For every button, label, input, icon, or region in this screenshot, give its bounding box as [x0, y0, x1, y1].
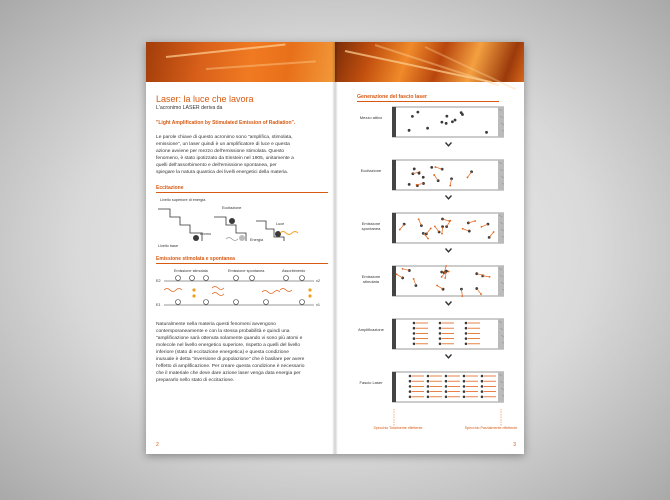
laser-cavity — [392, 106, 504, 138]
chevron-down-icon — [445, 195, 452, 200]
photon-head — [462, 228, 464, 230]
atom-dot — [465, 337, 468, 340]
label-upper-level: Livello superiore di energia — [160, 197, 206, 202]
atom-dot — [427, 385, 430, 388]
photon-head — [480, 293, 482, 295]
label-v2: v2 — [316, 278, 321, 283]
mirror-left — [392, 107, 396, 137]
atom-dot — [409, 385, 412, 388]
excitation-diagram — [156, 195, 328, 247]
photon-head — [448, 271, 450, 273]
atom-dot — [418, 172, 421, 175]
atom-dot — [463, 396, 466, 399]
atom-dot — [454, 119, 457, 122]
mirror-left — [392, 213, 396, 243]
mirror-right — [498, 319, 504, 349]
atom-dot — [465, 322, 468, 325]
atom-dot — [481, 375, 484, 378]
label-e1: E1 — [156, 302, 161, 307]
photon-head — [434, 225, 436, 227]
stage-label: Mezzo attivo — [359, 115, 383, 120]
atom-dot — [427, 375, 430, 378]
atom-dot — [413, 168, 416, 171]
mirror-left — [392, 266, 396, 296]
atom-dot — [481, 390, 484, 393]
photon-head — [413, 278, 415, 280]
atom-dot — [463, 380, 466, 383]
mirror-right — [498, 266, 504, 296]
atom-dot — [427, 380, 430, 383]
label-energy: Energia — [250, 237, 264, 242]
photon-head — [474, 220, 476, 222]
chevron-down-icon — [445, 248, 452, 253]
atom-dot — [440, 121, 443, 124]
atom-dot — [463, 385, 466, 388]
photon-head — [449, 185, 451, 187]
atom-dot — [427, 396, 430, 399]
mirror-right — [498, 372, 504, 402]
label-light: Luce — [276, 221, 285, 226]
atom-dot — [408, 129, 411, 132]
header-banner — [146, 42, 335, 82]
label-spontaneous: Emissione spontanea — [228, 268, 265, 273]
mirror-left — [392, 160, 396, 190]
section-title-excitation: Eccitazione — [156, 184, 184, 191]
atom-dot — [413, 343, 416, 346]
photon-head — [493, 231, 495, 233]
atom-dot — [481, 396, 484, 399]
atom-dot — [439, 337, 442, 340]
left-page — [146, 42, 335, 454]
photon-head — [483, 274, 485, 276]
photon-head — [445, 265, 447, 267]
atom-dot — [409, 375, 412, 378]
mirror-total-label: Specchio Totalmente riflettente — [373, 426, 423, 430]
intro-paragraph: Le parole chiave di questo acronimo sono "amplifica, stimolata, emissione", un laser quindi è un amplificatore di luce e questa azione avviene per mezzo dell'emissione stimolata. Questo fenomeno, è stato ipotizzato da Einstein nel 1905, unitamente a quelli dell'assorbimento e dell'emissione spontanea, per spiegare la natura quantica dei livelli energetici della materia. — [156, 135, 294, 176]
label-base-level: Livello base — [158, 243, 179, 247]
atom-dot — [465, 332, 468, 335]
page-title: Laser: la luce che lavora — [156, 94, 254, 104]
label-v1: v1 — [316, 302, 321, 307]
inversion-paragraph: Naturalmente nella materia questi fenomeni avvengono contemporaneamente e con la stessa probabilità e quindi una "amplificazione sarà ottenuta solamente quando vi sono più atomi e molecole nel livello energetico superiore, rispetto a quelli del livello inferiore (stato di eccitazione energetica) e questa condizione inusuale è detta "inversione di popolazione" che è basilare per avere l'effetto di amplificazione. Per creare questa condizione è necessario che il materiale che deve dare azione laser venga data energia per prepararlo nello stato di eccitazione. — [156, 321, 305, 384]
left-content — [156, 94, 328, 384]
atom-dot — [439, 332, 442, 335]
photon-head — [433, 174, 435, 176]
photon-head — [444, 277, 446, 279]
section-rule — [357, 101, 499, 102]
photon-head — [418, 218, 420, 220]
label-excitation: Eccitazione — [222, 205, 242, 210]
photon-head — [402, 268, 404, 270]
emission-diagram — [156, 266, 328, 312]
photon-head — [435, 166, 437, 168]
brochure-spread — [146, 42, 524, 454]
mirror-right — [498, 213, 504, 243]
atom-dot — [426, 127, 429, 130]
photon-head — [399, 229, 401, 231]
acronym-quote: "Light Amplification by Stimulated Emission of Radiation". — [156, 120, 296, 126]
chevron-down-icon — [445, 142, 452, 147]
atom-dot — [487, 223, 490, 226]
atom-dot — [413, 332, 416, 335]
stage-label: Emissione stimolata — [361, 274, 381, 284]
atom-dot — [485, 131, 488, 134]
photon-head — [449, 220, 451, 222]
photon-head — [441, 276, 443, 278]
label-stimulated: Emissione stimolata — [174, 268, 208, 273]
laser-cavity — [392, 212, 504, 244]
right-content — [357, 94, 522, 430]
photon-head — [427, 238, 429, 240]
label-absorption: Assorbimento — [282, 268, 306, 273]
atom-dot — [481, 385, 484, 388]
atom-dot — [445, 390, 448, 393]
atom-dot — [463, 375, 466, 378]
atom-dot — [445, 380, 448, 383]
cavity-box — [392, 319, 504, 349]
atom-dot — [413, 327, 416, 330]
photon-head — [489, 276, 491, 278]
atom-dot — [465, 327, 468, 330]
page-subtitle: L'acronimo LASER deriva da — [156, 105, 223, 111]
atom-dot — [465, 343, 468, 346]
atom-dot — [408, 183, 411, 186]
mirror-left — [392, 372, 396, 402]
atom-dot — [445, 385, 448, 388]
atom-dot — [411, 115, 414, 118]
laser-cavity — [392, 159, 504, 191]
atom-dot — [445, 396, 448, 399]
laser-cavity — [392, 371, 504, 403]
section-rule — [156, 263, 328, 264]
atom-dot — [451, 120, 454, 123]
mirror-partial-label: Specchio Parzialmente riflettente — [464, 426, 518, 430]
atom-dot — [439, 343, 442, 346]
page-number: 2 — [156, 442, 159, 448]
cavity-box — [392, 213, 504, 243]
atom-dot — [481, 380, 484, 383]
photon-head — [441, 233, 443, 235]
atom-dot — [420, 224, 423, 227]
laser-cavity — [392, 265, 504, 297]
photon-head — [416, 184, 418, 186]
header-banner — [335, 42, 524, 82]
section-title-emission: Emissione stimolata e spontanea — [156, 255, 235, 262]
label-atom: Atomo — [200, 231, 211, 236]
right-page — [335, 42, 524, 454]
atom-dot — [461, 113, 464, 116]
atom-dot — [409, 380, 412, 383]
mirror-right — [498, 160, 504, 190]
atom-dot — [439, 327, 442, 330]
stage-label: Amplificazione — [358, 327, 384, 332]
atom-dot — [439, 322, 442, 325]
cavity-box — [392, 372, 504, 402]
section-rule — [156, 192, 328, 193]
atom-dot — [445, 375, 448, 378]
atom-dot — [422, 176, 425, 179]
photon-head — [461, 295, 463, 297]
photon-head — [481, 226, 483, 228]
atom-dot — [445, 122, 448, 125]
atom-dot — [430, 166, 433, 169]
page-gutter — [332, 42, 338, 454]
mirror-left — [392, 319, 396, 349]
atom-dot — [427, 390, 430, 393]
stage-label: Eccitazione — [360, 168, 382, 173]
atom-dot — [416, 111, 419, 114]
atom-dot — [413, 337, 416, 340]
chevron-down-icon — [445, 354, 452, 359]
stage-label: Emissione spontanea — [361, 221, 381, 231]
label-e2: E2 — [156, 278, 161, 283]
photon-head — [467, 176, 469, 178]
atom-dot — [409, 396, 412, 399]
atom-dot — [413, 322, 416, 325]
diagram-title: Generazione del fascio laser — [357, 94, 428, 100]
page-number: 3 — [513, 442, 516, 448]
atom-dot — [409, 390, 412, 393]
laser-cavity — [392, 318, 504, 350]
photon-head — [396, 273, 398, 275]
chevron-down-icon — [445, 301, 452, 306]
mirror-right — [498, 107, 504, 137]
atom-dot — [445, 115, 448, 118]
photon-head — [430, 228, 432, 230]
atom-dot — [463, 390, 466, 393]
stage-label: Fascio Laser — [359, 380, 383, 385]
photon-head — [436, 285, 438, 287]
